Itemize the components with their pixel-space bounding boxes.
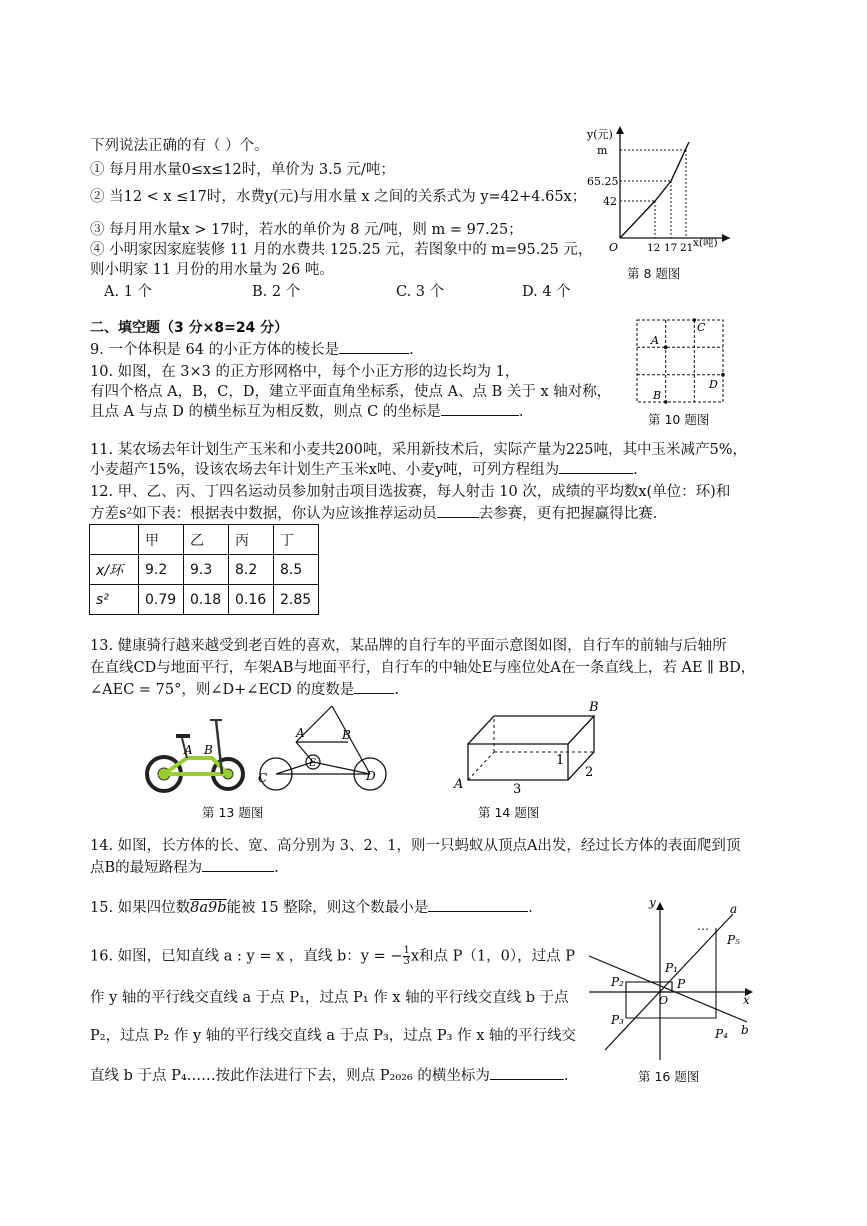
q16-ellipsis: … (697, 919, 709, 933)
table-row-label-mean: x/环 (90, 555, 139, 585)
q12-line-1: 12. 甲、乙、丙、丁四名运动员参加射击项目选拔赛，每人射击 10 次，成绩的平均数x(单位：环)和 (90, 484, 731, 500)
q16-line-2: 作 y 轴的平行线交直线 a 于点 P₁，过点 P₁ 作 x 轴的平行线交直线 b 于点 (90, 990, 569, 1006)
table-cell: 8.5 (274, 555, 319, 585)
q8-x-tick-21: 21 (680, 242, 694, 254)
table-cell: 0.79 (139, 585, 184, 615)
q11-line-1: 11. 某农场去年计划生产玉米和小麦共200吨，采用新技术后，实际产量为225吨，其中玉米减产5%， (90, 442, 748, 458)
q15-text-b: 能被 15 整除，则这个数最小是 (226, 900, 429, 916)
q9-answer-blank[interactable] (339, 353, 409, 354)
q14-end: . (274, 860, 279, 876)
q13-answer-blank[interactable] (354, 693, 394, 694)
q16-x-label: x (743, 993, 750, 1007)
table-cell: 9.2 (139, 555, 184, 585)
q11-line-2 (90, 460, 638, 480)
q16-point-p5: P₅ (727, 933, 740, 947)
q8-stem: 下列说法正确的有（ ）个。 (90, 138, 269, 154)
q16-line-1a: 16. 如图，已知直线 a : y = x ，直线 b：y = − (90, 948, 403, 965)
q10-label-a: A (651, 334, 659, 347)
cuboid-label-a: A (454, 777, 464, 792)
q8-origin: O (609, 241, 619, 254)
q16-point-p: P (677, 977, 686, 991)
cuboid-width-2: 2 (585, 765, 594, 780)
table-cell: 8.2 (229, 555, 274, 585)
table-cell (90, 525, 139, 555)
q10-line-3 (90, 402, 523, 422)
q16-point-p3: P₃ (611, 1013, 624, 1027)
table-cell: 9.3 (184, 555, 229, 585)
q10-label-b: B (653, 389, 662, 402)
bicycle-label-b: B (204, 743, 213, 757)
q11-line-2-text: 小麦超产15%，设该农场去年计划生产玉米x吨、小麦y吨，可列方程组为 (90, 462, 560, 478)
q10-end: . (518, 404, 524, 420)
q12-line-2 (90, 504, 657, 524)
q10-grid-figure (635, 318, 727, 406)
q16-lines-figure (585, 900, 765, 1065)
q8-statement-1: ① 每月用水量0≤x≤12时，单价为 3.5 元/吨； (90, 162, 395, 178)
q12-answer-blank[interactable] (437, 517, 479, 518)
q16-line-a-label: a (730, 902, 738, 916)
q16-line-3: P₂，过点 P₂ 作 y 轴的平行线交直线 a 于点 P₃，过点 P₃ 作 x 轴的平行线交 (90, 1028, 576, 1044)
q13-bicycle-diagram (252, 702, 392, 798)
q9-text (90, 340, 414, 360)
q8-option-b: B. 2 个 (252, 284, 301, 300)
table-cell: 0.16 (229, 585, 274, 615)
q8-statement-3: ③ 每月用水量x > 17时，若水的单价为 8 元/吨，则 m = 97.25； (90, 222, 523, 238)
q15-number: 8a9b (190, 900, 227, 916)
q15-line (90, 898, 533, 918)
q9-end: . (409, 342, 414, 358)
table-header-ding: 丁 (274, 525, 319, 555)
q10-label-d: D (709, 378, 718, 391)
table-row-label-variance: s² (90, 585, 139, 615)
bicycle-image (142, 708, 247, 796)
diagram-label-e: E (309, 758, 317, 769)
cuboid-length-3: 3 (513, 782, 522, 794)
q10-label-c: C (697, 321, 706, 334)
q12-line-2b: 去参赛，更有把握赢得比赛. (478, 506, 658, 522)
q14-cuboid-figure (450, 698, 610, 794)
q8-statement-4a: ④ 小明家因家庭装修 11 月的水费共 125.25 元，若图象中的 m=95.25 元， (90, 242, 593, 258)
q16-line-4 (90, 1066, 569, 1086)
q8-statement-2: ② 当12 < x ≤17时，水费y(元)与用水量 x 之间的关系式为 y=42+4.65x； (90, 189, 587, 205)
bicycle-label-a: A (184, 743, 193, 757)
q16-caption: 第 16 题图 (638, 1069, 700, 1084)
diagram-label-d: D (366, 769, 376, 783)
q9-stem: 9. 一个体积是 64 的小正方体的棱长是 (90, 342, 340, 358)
diagram-label-a: A (296, 726, 305, 740)
table-cell: 2.85 (274, 585, 319, 615)
table-header-bing: 丙 (229, 525, 274, 555)
table-header-yi: 乙 (184, 525, 229, 555)
q16-end: . (563, 1068, 569, 1084)
q8-y-tick-m: m (597, 144, 608, 157)
q8-option-c: C. 3 个 (396, 284, 445, 300)
q16-line-1b: x和点 P（1，0），过点 P (410, 948, 575, 965)
q8-option-a: A. 1 个 (104, 284, 153, 300)
q11-answer-blank[interactable] (559, 473, 633, 474)
q8-x-tick-12: 12 (647, 242, 661, 254)
q8-graph (585, 120, 735, 260)
q16-frac-num: 1 (403, 945, 410, 956)
q12-line-2a: 方差s²如下表：根据表中数据，你认为应该推荐运动员 (90, 506, 437, 522)
q14-line-2 (90, 858, 279, 878)
q13-line-3 (90, 680, 399, 700)
cuboid-label-b: B (589, 700, 599, 715)
diagram-label-c: C (258, 771, 268, 785)
table-header-jia: 甲 (139, 525, 184, 555)
q16-line-b-label: b (741, 1023, 749, 1037)
table-cell: 0.18 (184, 585, 229, 615)
q13-line-3a: ∠AEC = 75°，则∠D+∠ECD 的度数是 (90, 682, 355, 698)
q10-line-2: 有四个格点 A，B，C，D，建立平面直角坐标系，使点 A、点 B 关于 x 轴对称， (90, 384, 612, 400)
q8-x-axis-label: x(吨) (693, 237, 718, 249)
q16-point-p1: P₁ (665, 961, 678, 975)
q8-caption: 第 8 题图 (627, 266, 681, 281)
q8-option-d: D. 4 个 (522, 284, 571, 300)
q16-line-4a: 直线 b 于点 P₄……按此作法进行下去，则点 P₂₀₂₆ 的横坐标为 (90, 1068, 490, 1084)
q8-x-tick-17: 17 (664, 242, 678, 254)
q16-frac-den: 3 (403, 956, 410, 967)
q10-caption: 第 10 题图 (648, 412, 710, 427)
q10-line-1: 10. 如图，在 3×3 的正方形网格中，每个小正方形的边长均为 1， (90, 364, 520, 380)
q8-statement-4b: 则小明家 11 月份的用水量为 26 吨。 (90, 262, 334, 278)
q16-y-label: y (649, 900, 656, 909)
q16-answer-blank[interactable] (490, 1079, 564, 1080)
q10-line-3-text: 且点 A 与点 D 的横坐标互为相反数，则点 C 的坐标是 (90, 404, 441, 420)
q8-y-tick-42: 42 (603, 195, 617, 208)
q16-origin: O (659, 994, 669, 1007)
q16-point-p2: P₂ (611, 975, 624, 989)
q14-caption: 第 14 题图 (478, 805, 540, 820)
table-row (90, 555, 319, 585)
q14-answer-blank[interactable] (202, 871, 274, 872)
q13-line-2: 在直线CD与地面平行，车架AB与地面平行，自行车的中轴处E与座位处A在一条直线上，若 AE ∥ BD， (90, 660, 756, 676)
q13-end: . (394, 682, 399, 698)
table-row (90, 585, 319, 615)
diagram-label-b: B (342, 728, 351, 742)
q16-point-p4: P₄ (715, 1027, 728, 1041)
q15-end: . (528, 900, 533, 916)
q13-line-1: 13. 健康骑行越来越受到老百姓的喜欢，某品牌的自行车的平面示意图如图，自行车的前轴与后轴所 (90, 638, 727, 654)
q16-line-1 (90, 946, 575, 967)
q8-y-tick-65: 65.25 (587, 175, 619, 188)
cuboid-height-1: 1 (556, 753, 565, 768)
q14-line-1: 14. 如图，长方体的长、宽、高分别为 3、2、1，则一只蚂蚁从顶点A出发，经过长方体的表面爬到顶 (90, 838, 741, 854)
table-row (90, 525, 319, 555)
q11-end: . (633, 462, 638, 478)
q13-caption: 第 13 题图 (202, 805, 264, 820)
q15-text-a: 15. 如果四位数 (90, 900, 191, 916)
section-2-title: 二、填空题（3 分×8=24 分） (90, 320, 289, 336)
q14-line-2a: 点B的最短路程为 (90, 860, 203, 876)
q10-answer-blank[interactable] (441, 415, 519, 416)
q8-y-axis-label: y(元) (587, 128, 613, 141)
q12-score-table (89, 524, 319, 615)
q15-answer-blank[interactable] (428, 911, 528, 912)
